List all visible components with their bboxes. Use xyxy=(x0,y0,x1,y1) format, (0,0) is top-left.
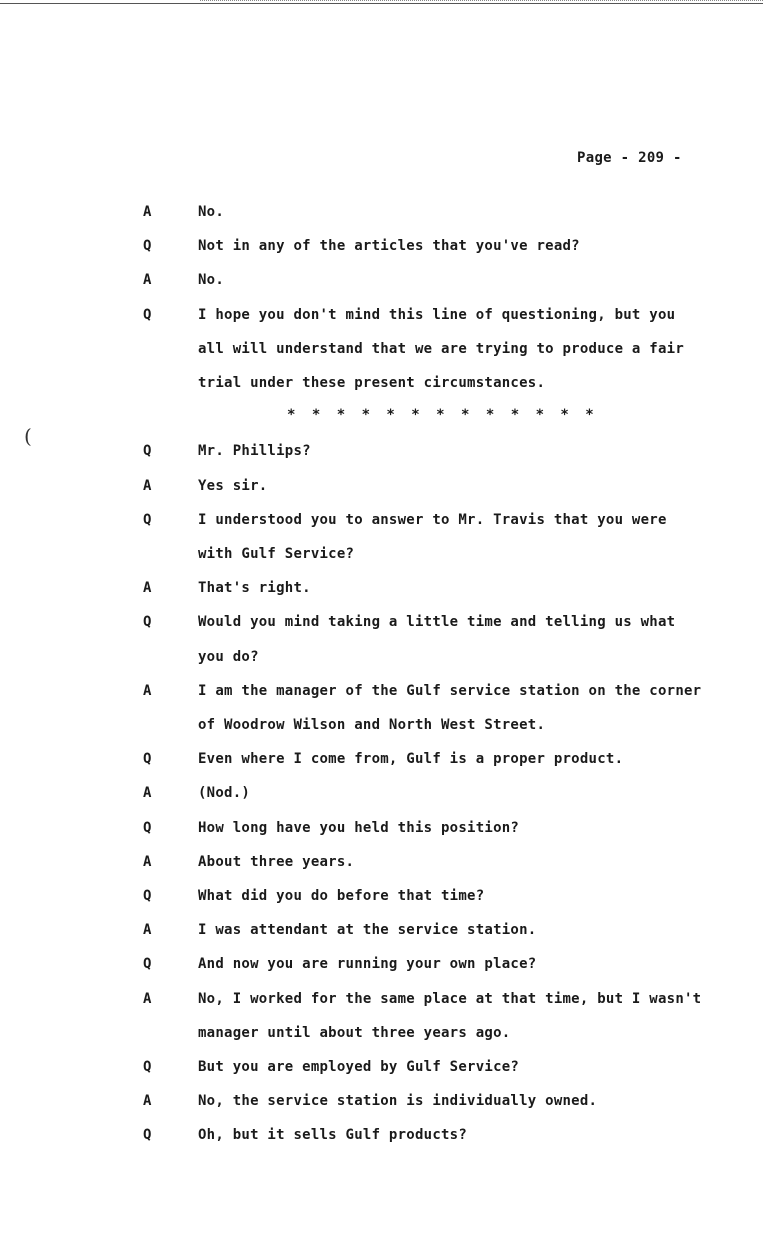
transcript-line: That's right. xyxy=(198,580,311,597)
transcript-line: you do? xyxy=(198,648,259,665)
speaker-label: A xyxy=(143,853,152,870)
speaker-label: Q xyxy=(143,956,152,973)
transcript-line: No. xyxy=(198,204,225,220)
speaker-label: Q xyxy=(143,238,152,255)
transcript-line: No, I worked for the same place at that time, but I wasn't xyxy=(198,990,702,1007)
transcript-line: (Nod.) xyxy=(198,785,251,802)
transcript-line: with Gulf Service? xyxy=(198,546,355,562)
speaker-label: A xyxy=(143,580,152,597)
transcript-line: Would you mind taking a little time and telling us what xyxy=(198,614,676,631)
speaker-label: Q xyxy=(143,614,152,631)
transcript-line: How long have you held this position? xyxy=(198,819,520,836)
speaker-label: Q xyxy=(143,443,152,460)
transcript-line: of Woodrow Wilson and North West Street. xyxy=(198,717,546,733)
speaker-label: Q xyxy=(143,511,152,528)
transcript-line: But you are employed by Gulf Service? xyxy=(198,1059,520,1075)
transcript-line: manager until about three years ago. xyxy=(198,1024,511,1041)
transcript-line: Not in any of the articles that you've read? xyxy=(198,238,580,255)
speaker-label: A xyxy=(143,477,152,494)
transcript-line: About three years. xyxy=(198,853,355,870)
page-number: Page - 209 - xyxy=(577,150,682,166)
transcript-line: No. xyxy=(198,272,225,289)
speaker-label: A xyxy=(143,272,152,289)
transcript-line: What did you do before that time? xyxy=(198,888,485,904)
transcript-line: Yes sir. xyxy=(198,477,268,494)
top-border-dots xyxy=(200,0,763,7)
speaker-label: A xyxy=(143,204,152,220)
speaker-label: Q xyxy=(143,306,152,323)
speaker-label: Q xyxy=(143,888,152,904)
transcript-line: I am the manager of the Gulf service station on the corner xyxy=(198,682,702,699)
speaker-label: A xyxy=(143,922,152,939)
speaker-label: Q xyxy=(143,751,152,768)
speaker-label: Q xyxy=(143,1059,152,1075)
speaker-label: A xyxy=(143,990,152,1007)
transcript-line: Mr. Phillips? xyxy=(198,443,311,460)
section-separator: * * * * * * * * * * * * * xyxy=(287,407,598,423)
speaker-label: A xyxy=(143,785,152,802)
transcript-line: all will understand that we are trying to produce a fair xyxy=(198,340,685,357)
transcript-line: And now you are running your own place? xyxy=(198,956,537,973)
speaker-label: A xyxy=(143,1093,152,1110)
transcript-line: trial under these present circumstances. xyxy=(198,375,546,391)
transcript-line: I hope you don't mind this line of questioning, but you xyxy=(198,306,676,323)
transcript-line: Oh, but it sells Gulf products? xyxy=(198,1127,468,1144)
transcript-line: I was attendant at the service station. xyxy=(198,922,537,939)
transcript-line: No, the service station is individually owned. xyxy=(198,1093,598,1110)
transcript-line: Even where I come from, Gulf is a proper product. xyxy=(198,751,624,768)
speaker-label: A xyxy=(143,682,152,699)
speaker-label: Q xyxy=(143,1127,152,1144)
margin-mark: ( xyxy=(24,424,32,448)
speaker-label: Q xyxy=(143,819,152,836)
transcript-line: I understood you to answer to Mr. Travis that you were xyxy=(198,511,667,528)
